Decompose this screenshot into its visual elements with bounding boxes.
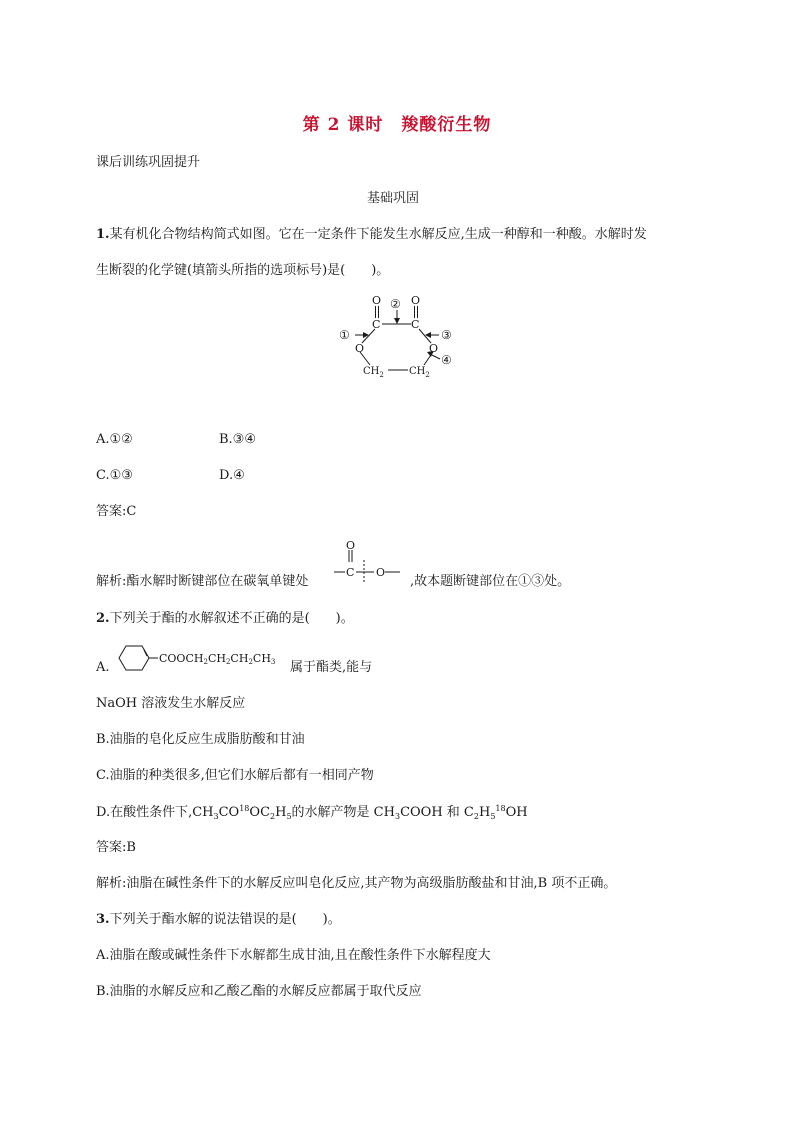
q3-stem [96, 912, 341, 928]
ring-c-left: C [372, 318, 381, 331]
q2-option-c: C.油脂的种类很多,但它们水解后都有一相同产物 [96, 768, 374, 783]
q1-option-d: D.④ [219, 468, 245, 483]
q2-option-a-label: A. [96, 660, 110, 675]
ring-ch2-right: $CH_2$ [409, 366, 430, 379]
q2-text: 下列关于酯的水解叙述不正确的是( )。 [109, 611, 354, 626]
arrow-label-2: ② [390, 297, 401, 311]
q1-text-1: 某有机化合物结构简式如图。它在一定条件下能发生水解反应,生成一种醇和一种酸。水解时发 [109, 227, 647, 242]
ring-o-left: O [355, 342, 365, 355]
ring-ch2-left: $CH_2$ [363, 366, 384, 379]
q1-line1 [96, 227, 647, 243]
q3-number: 3. [96, 912, 110, 927]
ester-formula: COOCH2CH2CH2CH3 [159, 652, 276, 666]
q2-number: 2. [96, 611, 110, 626]
q1-ester-ring-structure [0, 290, 794, 390]
section-heading: 课后训练巩固提升 [96, 155, 201, 170]
ring-o-right: O [429, 342, 439, 355]
q2-option-b: B.油脂的皂化反应生成脂肪酸和甘油 [96, 732, 305, 747]
q1-bond-break-diagram [330, 540, 410, 588]
arrow-label-1: ① [339, 328, 350, 342]
q1-line2: 生断裂的化学键(填箭头所指的选项标号)是( )。 [96, 263, 390, 278]
bond-o-right: O [376, 566, 386, 579]
q2-stem [96, 611, 354, 627]
q2-option-a-line2: NaOH 溶液发生水解反应 [96, 696, 246, 711]
q3-option-b: B.油脂的水解反应和乙酸乙酯的水解反应都属于取代反应 [96, 984, 422, 999]
arrow-label-3: ③ [441, 328, 452, 342]
q1-option-a: A.①② [96, 432, 133, 447]
q1-option-b: B.③④ [219, 432, 256, 447]
subsection-heading: 基础巩固 [367, 191, 420, 206]
ring-c-right: C [411, 318, 420, 331]
bond-c: C [346, 566, 355, 579]
bond-o-top: O [346, 540, 356, 552]
q1-explanation-post: ,故本题断键部位在①③处。 [410, 574, 571, 589]
q1-number: 1. [96, 227, 110, 242]
q2-explanation: 解析:油脂在碱性条件下的水解反应叫皂化反应,其产物为高级脂肪酸盐和甘油,B 项不正确。 [96, 876, 617, 891]
q1-answer: 答案:C [96, 504, 137, 519]
q2-cyclohexenyl-ester-structure [114, 642, 294, 676]
arrow-label-4: ④ [441, 353, 452, 367]
q3-text: 下列关于酯水解的说法错误的是( )。 [109, 912, 341, 927]
q3-option-a: A.油脂在酸或碱性条件下水解都生成甘油,且在酸性条件下水解程度大 [96, 948, 491, 963]
ring-o-top-left: O [372, 294, 382, 307]
q1-option-c: C.①③ [96, 468, 133, 483]
page-title: 第 2 课时 羧酸衍生物 [302, 115, 492, 135]
q2-answer: 答案:B [96, 840, 136, 855]
q1-explanation-pre: 解析:酯水解时断键部位在碳氧单键处 [96, 574, 309, 589]
q2-option-d: D.在酸性条件下$,CH_3CO^{18}OC_2H_5$的水解产物是 $CH_3COOH$ 和 $C_2H_5^{18}OH$ [96, 804, 528, 821]
ring-o-top-right: O [411, 294, 421, 307]
q2-option-a-text: 属于酯类,能与 [290, 660, 373, 675]
